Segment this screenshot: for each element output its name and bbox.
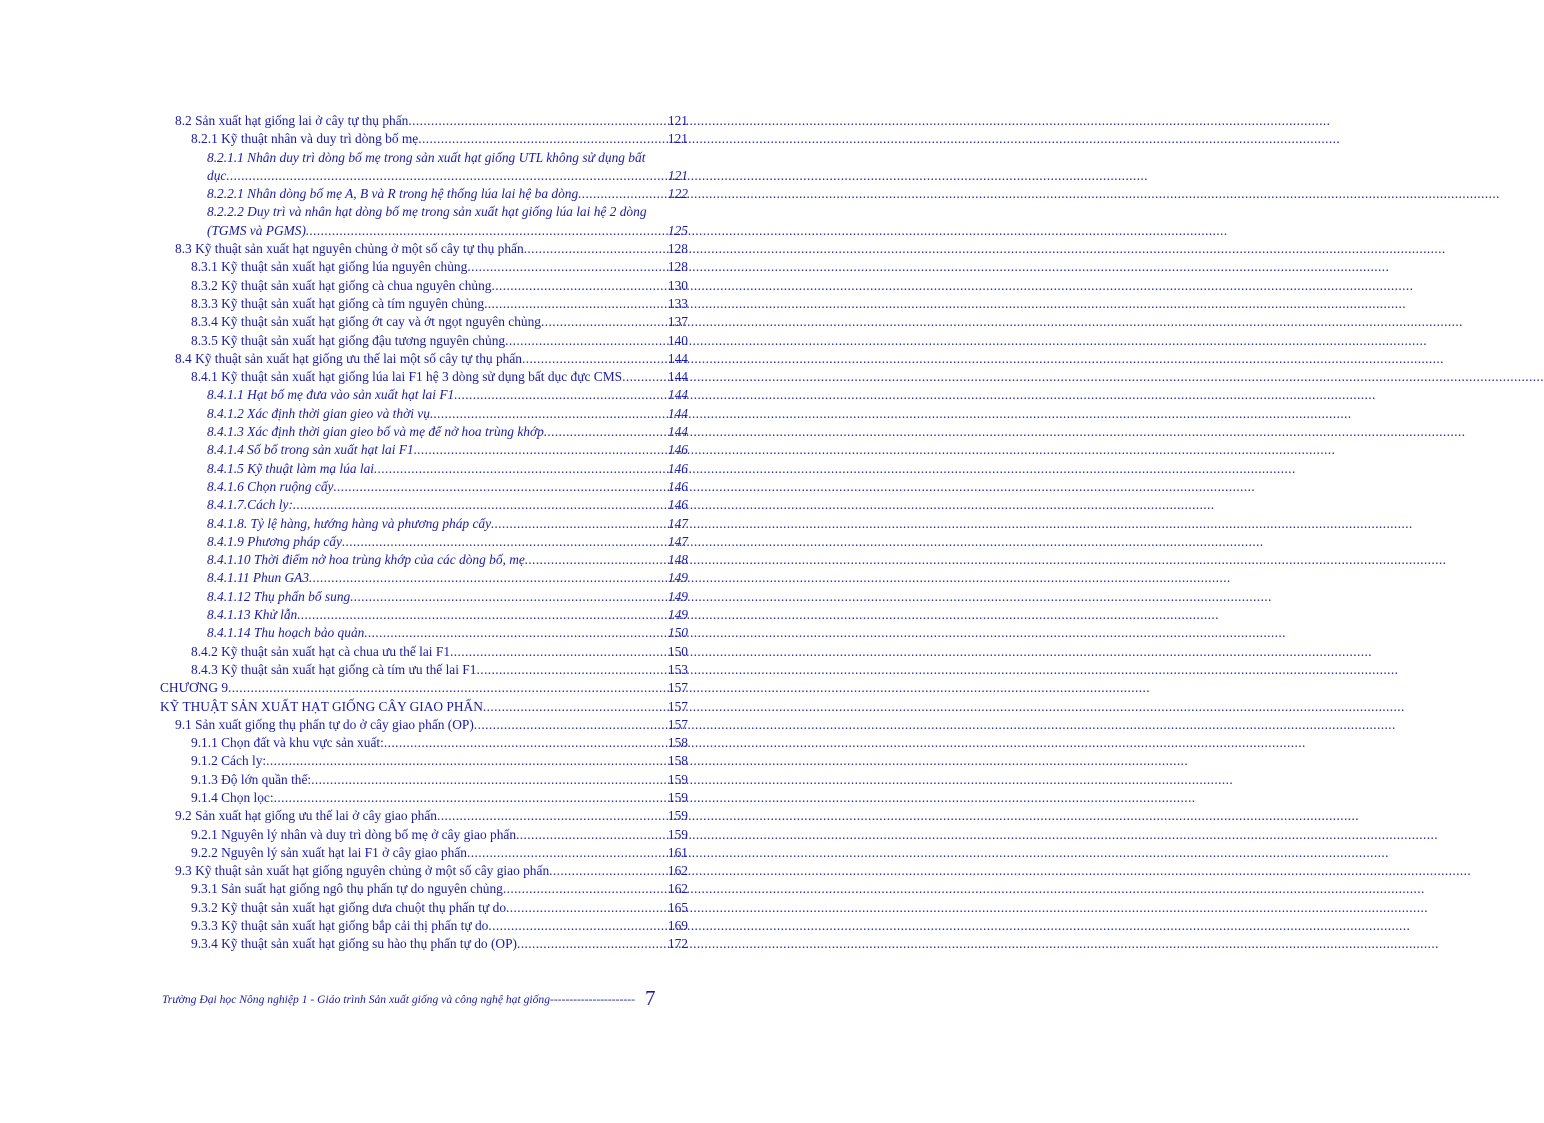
toc-page-number: 159 (667, 789, 688, 805)
toc-entry[interactable] (160, 734, 688, 752)
toc-entry[interactable] (160, 112, 688, 130)
toc-entry-title: 9.1.2 Cách ly: (191, 753, 267, 769)
toc-page-number: 150 (667, 643, 688, 659)
toc-entry[interactable] (160, 588, 688, 606)
toc-dot-leader (306, 222, 667, 240)
toc-entry-title: 8.3.3 Kỹ thuật sản xuất hạt giống cà tím nguyên chủng (191, 295, 485, 311)
toc-entry[interactable] (160, 258, 688, 276)
toc-entry[interactable] (160, 679, 688, 697)
toc-entry-title: 8.3.4 Kỹ thuật sản xuất hạt giống ớt cay và ớt ngọt nguyên chủng (191, 314, 541, 330)
toc-page-number: 121 (667, 113, 688, 128)
toc-page-number: 146 (667, 442, 688, 458)
toc-entry[interactable] (160, 643, 688, 661)
toc-entry[interactable] (160, 130, 688, 148)
toc-entry-title: 8.4.2 Kỹ thuật sản xuất hạt cà chua ưu thế lai F1 (191, 643, 451, 659)
toc-entry[interactable] (160, 771, 688, 789)
toc-page-number: 146 (667, 460, 688, 476)
toc-dot-leader (506, 899, 667, 917)
toc-page-number: 157 (667, 716, 688, 732)
toc-entry-title: 9.1.3 Độ lớn quần thể: (191, 771, 312, 787)
toc-page-number: 158 (667, 753, 688, 769)
toc-dot-leader (467, 258, 667, 276)
toc-page-number: 161 (667, 844, 688, 860)
toc-entry-title: 8.3.5 Kỹ thuật sản xuất hạt giống đậu tương nguyên chủng (191, 332, 506, 348)
toc-page-number: 121 (667, 167, 688, 183)
toc-dot-leader (474, 716, 667, 734)
toc-page-number: 125 (667, 222, 688, 238)
toc-entry-title: 8.4.1.6 Chọn ruộng cấy (207, 478, 334, 494)
toc-dot-leader (274, 789, 667, 807)
toc-page-number: 144 (667, 369, 688, 385)
toc-entry-title: 8.3.2 Kỹ thuật sản xuất hạt giống cà chua nguyên chủng (191, 277, 492, 293)
toc-dot-leader (503, 880, 667, 898)
toc-entry[interactable] (160, 551, 688, 569)
toc-dot-leader (505, 332, 667, 350)
toc-entry[interactable] (160, 350, 688, 368)
toc-page-number: 144 (667, 424, 688, 440)
toc-page-number: 146 (667, 478, 688, 494)
toc-page-number: 144 (667, 405, 688, 421)
toc-page-number: 172 (667, 936, 688, 952)
toc-entry-title: 8.4.3 Kỹ thuật sản xuất hạt giống cà tím ưu thế lai F1 (191, 661, 477, 677)
toc-dot-leader (491, 515, 667, 533)
toc-entry-title: 8.3 Kỹ thuật sản xuất hạt nguyên chủng ở một số cây tự thụ phấn (175, 241, 524, 257)
toc-entry-title: 9.3.3 Kỹ thuật sản xuất hạt giống bắp cải thị phấn tự do (191, 918, 489, 934)
toc-entry-title: 8.2.1 Kỹ thuật nhân và duy trì dòng bố mẹ (191, 131, 419, 147)
toc-entry-title: KỸ THUẬT SẢN XUẤT HẠT GIỐNG CÂY GIAO PHẤN (160, 698, 483, 714)
toc-entry-title: 9.2.1 Nguyên lý nhân và duy trì dòng bố mẹ ở cây giao phấn (191, 826, 517, 842)
toc-dot-leader (384, 734, 667, 752)
toc-dot-leader (578, 185, 667, 203)
toc-entry-title: 8.4.1.10 Thời điểm nở hoa trùng khớp của các dòng bố, mẹ (207, 552, 525, 568)
toc-page-number: 149 (667, 607, 688, 623)
toc-entry-title: 8.4.1.11 Phun GA3 (207, 570, 310, 586)
toc-dot-leader (483, 698, 667, 716)
toc-dot-leader (516, 826, 667, 844)
toc-entry-title: 8.3.1 Kỹ thuật sản xuất hạt giống lúa nguyên chủng (191, 259, 468, 275)
toc-entry[interactable] (160, 569, 688, 587)
toc-dot-leader (228, 679, 667, 697)
toc-page-number: 153 (667, 661, 688, 677)
toc-entry-title: 9.3.4 Kỹ thuật sản xuất hạt giống su hào thụ phấn tự do (OP) (191, 936, 517, 952)
toc-entry-title: 8.2 Sản xuất hạt giống lai ở cây tự thụ phấn (175, 113, 409, 128)
toc-dot-leader (541, 313, 667, 331)
toc-page-number: 162 (667, 881, 688, 897)
toc-dot-leader (476, 661, 666, 679)
toc-dot-leader (544, 423, 667, 441)
toc-entry-title: 9.3 Kỹ thuật sản xuất hạt giống nguyên chủng ở một số cây giao phấn (175, 863, 550, 879)
toc-entry-title: 8.4 Kỹ thuật sản xuất hạt giống ưu thế lai một số cây tự thụ phấn (175, 350, 522, 366)
toc-entry-title: 8.4.1.2 Xác định thời gian gieo và thời vụ (207, 405, 430, 421)
toc-dot-leader (491, 277, 666, 295)
toc-dot-leader (311, 771, 667, 789)
toc-entry[interactable] (160, 460, 688, 478)
toc-page-number: 162 (667, 863, 688, 879)
toc-dot-leader (293, 496, 667, 514)
toc-entry[interactable] (160, 277, 688, 295)
toc-entry[interactable] (160, 698, 688, 716)
toc-entry-title: 8.4.1.8. Tỷ lệ hàng, hướng hàng và phương pháp cấy (207, 515, 492, 531)
toc-dot-leader (488, 917, 667, 935)
toc-entry[interactable] (160, 185, 688, 203)
toc-entry-title: 8.4.1.9 Phương pháp cấy (207, 533, 342, 549)
toc-dot-leader (622, 368, 667, 386)
toc-entry[interactable] (160, 899, 688, 917)
toc-page-number: 149 (667, 588, 688, 604)
toc-dot-leader (342, 533, 667, 551)
toc-entry-title: 8.4.1 Kỹ thuật sản xuất hạt giống lúa lai F1 hệ 3 dòng sử dụng bất dục đực CMS (191, 369, 623, 385)
toc-dot-leader (454, 386, 667, 404)
toc-entry[interactable] (160, 386, 688, 404)
toc-dot-leader (450, 643, 667, 661)
toc-entry[interactable] (160, 935, 688, 953)
toc-entry[interactable] (160, 844, 688, 862)
toc-page-number: 150 (667, 625, 688, 641)
toc-page-number: 130 (667, 277, 688, 293)
toc-entry[interactable] (160, 295, 688, 313)
toc-entry[interactable] (160, 917, 688, 935)
toc-page-number: 133 (667, 295, 688, 311)
toc-dot-leader (437, 807, 667, 825)
toc-entry-title: 8.4.1.13 Khử lẫn (207, 607, 298, 623)
toc-page-number: 159 (667, 826, 688, 842)
toc-page-number: 148 (667, 552, 688, 568)
toc-entry-title: 8.4.1.4 Số bố trong sản xuất hạt lai F1 (207, 442, 414, 458)
page-footer (162, 986, 702, 1011)
toc-entry-title: 9.1 Sản xuất giống thụ phấn tự do ở cây giao phấn (OP) (175, 716, 474, 732)
toc-entry[interactable] (160, 862, 688, 880)
toc-entry[interactable] (160, 240, 688, 258)
toc-dot-leader (517, 935, 667, 953)
toc-page-number: 146 (667, 497, 688, 513)
toc-entry-title: 9.2.2 Nguyên lý sản xuất hạt lai F1 ở cây giao phấn (191, 844, 467, 860)
toc-entry[interactable] (160, 496, 688, 514)
toc-page-number: 122 (667, 186, 688, 202)
page-number: 7 (644, 986, 656, 1010)
toc-dot-leader (297, 606, 667, 624)
toc-entry-title: 9.2 Sản xuất hạt giống ưu thế lai ở cây giao phấn (175, 808, 438, 824)
toc-page-number: 144 (667, 350, 688, 366)
toc-dot-leader (408, 112, 667, 130)
toc-entry[interactable] (160, 826, 688, 844)
toc-dot-leader (525, 551, 667, 569)
toc-page-number: 165 (667, 899, 688, 915)
toc-dot-leader (430, 405, 667, 423)
toc-page-number: 144 (667, 387, 688, 403)
toc-entry[interactable] (160, 807, 688, 825)
toc-page-number: 159 (667, 808, 688, 824)
toc-dot-leader (266, 752, 667, 770)
toc-page-number: 140 (667, 332, 688, 348)
toc-entry[interactable] (160, 222, 688, 240)
toc-entry-wrapped-line[interactable]: 8.2.1.1 Nhân duy trì dòng bố mẹ trong sản xuất hạt giống UTL không sử dụng bất (207, 149, 646, 165)
toc-entry[interactable] (160, 441, 688, 459)
toc-entry[interactable] (160, 423, 688, 441)
toc-entry-title: 8.4.1.1 Hạt bố mẹ đưa vào sản xuất hạt lai F1 (207, 387, 455, 403)
toc-dot-leader (522, 350, 667, 368)
toc-page-number: 157 (667, 698, 688, 714)
toc-page-number: 149 (667, 570, 688, 586)
toc-entry-title: dục (207, 167, 227, 183)
toc-dot-leader (350, 588, 667, 606)
toc-entry-title: 9.1.4 Chọn lọc: (191, 789, 274, 805)
toc-page-number: 128 (667, 259, 688, 275)
toc-entry-title: 8.4.1.7.Cách ly: (207, 497, 293, 513)
toc-entry-title: 8.4.1.12 Thụ phấn bổ sung (207, 588, 351, 604)
toc-page-number: 121 (667, 131, 688, 147)
toc-entry[interactable] (160, 332, 688, 350)
toc-dot-leader (484, 295, 667, 313)
toc-dot-leader (549, 862, 667, 880)
toc-page-number: 158 (667, 735, 688, 751)
toc-dot-leader (524, 240, 667, 258)
toc-page-number: 159 (667, 771, 688, 787)
toc-entry-title: 9.3.1 Sản suất hạt giống ngô thụ phấn tự do nguyên chủng (191, 881, 503, 897)
toc-entry[interactable] (160, 789, 688, 807)
toc-page-number: 169 (667, 918, 688, 934)
toc-dot-leader (333, 478, 666, 496)
toc-dot-leader (309, 569, 667, 587)
toc-dot-leader (467, 844, 667, 862)
toc-entry-title: 8.2.2.1 Nhân dòng bố mẹ A, B và R trong hệ thống lúa lai hệ ba dòng (207, 186, 579, 202)
toc-dot-leader (226, 167, 667, 185)
toc-page-number: 157 (667, 680, 688, 696)
toc-entry[interactable] (160, 661, 688, 679)
toc-entry[interactable] (160, 405, 688, 423)
toc-entry[interactable] (160, 624, 688, 642)
footer-text: Trường Đại học Nông nghiệp 1 - Giáo trình Sản xuất giống và công nghệ hạt giống---------------------- (162, 993, 635, 1006)
toc-entry-title: 9.3.2 Kỹ thuật sản xuất hạt giống dưa chuột thụ phấn tự do (191, 899, 507, 915)
toc-dot-leader (364, 624, 667, 642)
toc-entry[interactable] (160, 515, 688, 533)
toc-entry[interactable] (160, 167, 688, 185)
toc-entry[interactable] (160, 368, 688, 386)
toc-page-number: 128 (667, 241, 688, 257)
toc-entry[interactable] (160, 880, 688, 898)
toc-entry-wrapped-line[interactable]: 8.2.2.2 Duy trì và nhân hạt dòng bố mẹ trong sản xuất hạt giống lúa lai hệ 2 dòng (207, 204, 647, 220)
toc-entry[interactable] (160, 606, 688, 624)
toc-entry-title: (TGMS và PGMS) (207, 222, 306, 238)
toc-entry-title: 8.4.1.3 Xác định thời gian gieo bố và mẹ để nở hoa trùng khớp (207, 424, 544, 440)
toc-entry-title: CHƯƠNG 9 (160, 680, 229, 696)
toc-entry[interactable] (160, 313, 688, 331)
table-of-contents (160, 112, 688, 954)
toc-page-number: 147 (667, 515, 688, 531)
toc-dot-leader (418, 130, 667, 148)
toc-page-number: 137 (667, 314, 688, 330)
toc-entry[interactable] (160, 752, 688, 770)
toc-dot-leader (414, 441, 667, 459)
toc-entry-title: 9.1.1 Chọn đất và khu vực sản xuất: (191, 735, 384, 751)
toc-entry-title: 8.4.1.5 Kỹ thuật làm mạ lúa lai (207, 460, 375, 476)
toc-page-number: 147 (667, 533, 688, 549)
toc-dot-leader (374, 460, 667, 478)
toc-entry[interactable] (160, 533, 688, 551)
toc-entry-title: 8.4.1.14 Thu hoạch bảo quản (207, 625, 365, 641)
toc-entry[interactable] (160, 716, 688, 734)
toc-entry[interactable] (160, 478, 688, 496)
